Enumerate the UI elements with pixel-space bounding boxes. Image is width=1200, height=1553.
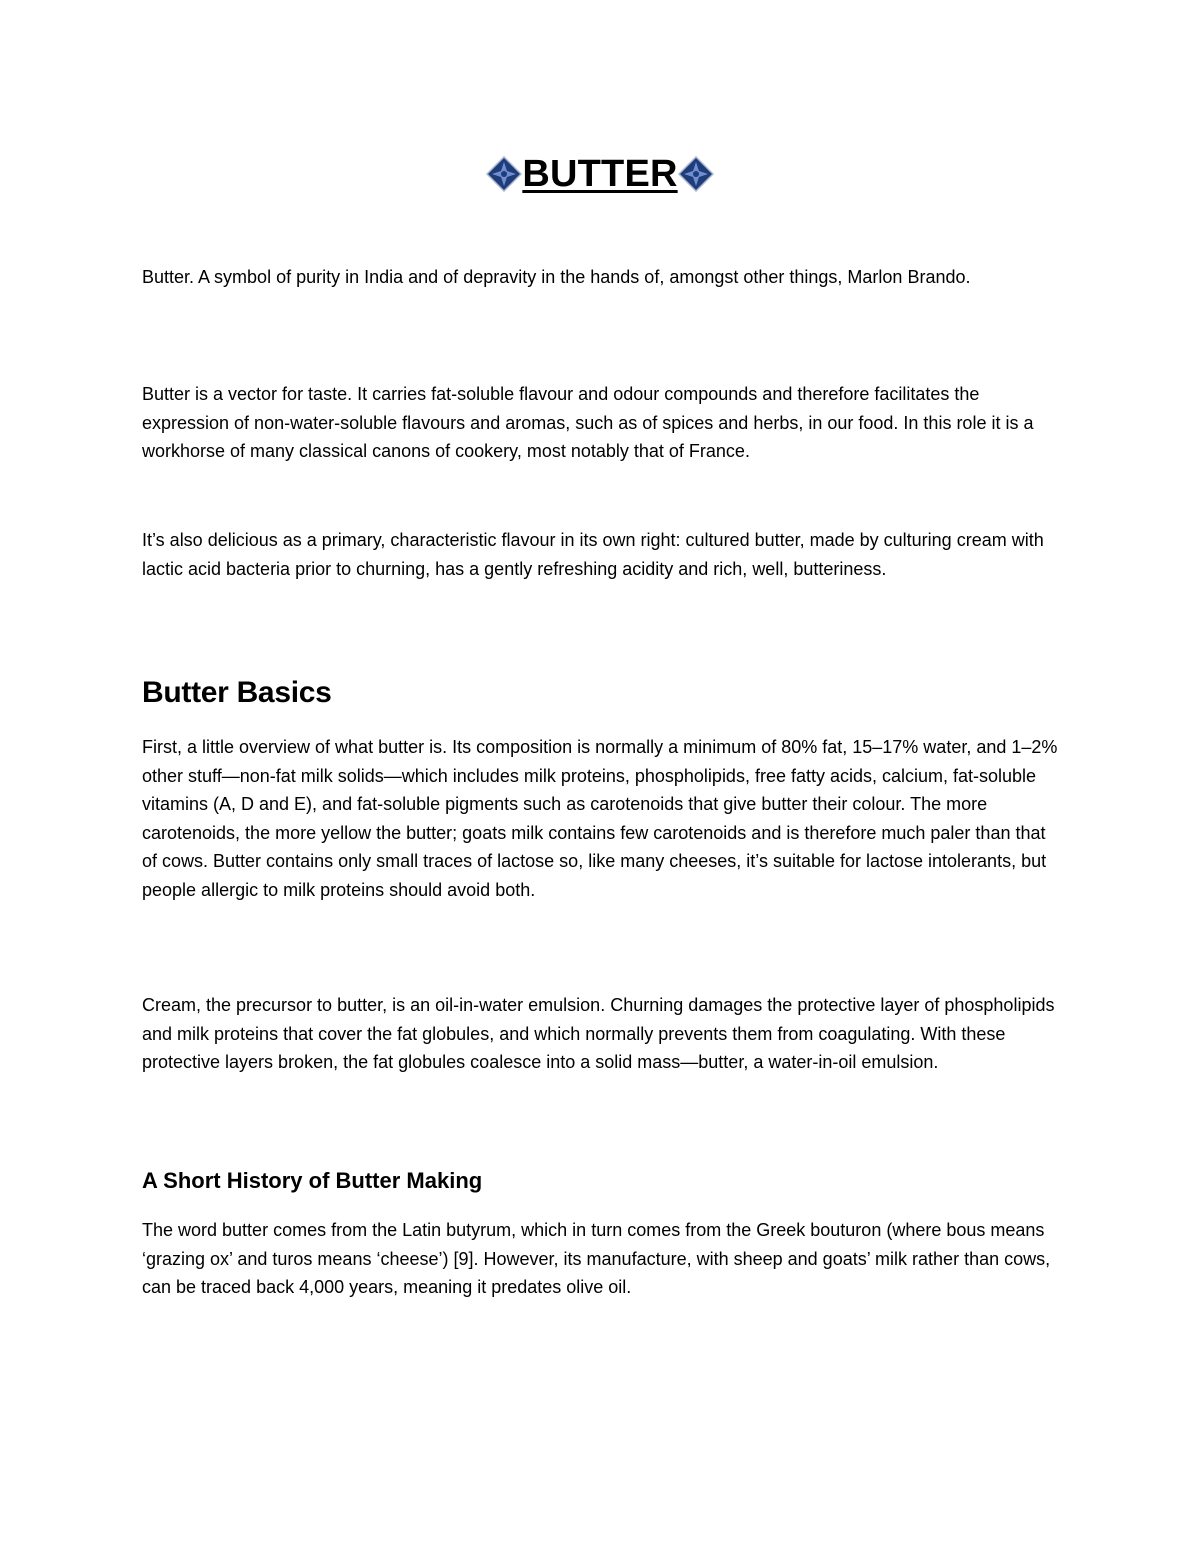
intro-paragraph-1: Butter. A symbol of purity in India and of depravity in the hands of, amongst other things, Marlon Brando. [142,267,971,287]
title-block [0,150,1200,198]
intro-paragraph-2: Butter is a vector for taste. It carries fat-soluble flavour and odour compounds and therefore facilitates the expression of non-water-soluble flavours and aromas, such as of spices and herbs, in our food. In this role it is a workhorse of many classical canons of cookery, most notably that of France. [142,384,1034,462]
blue-diamond-star-icon [486,156,522,192]
basics-paragraph-2: Cream, the precursor to butter, is an oil-in-water emulsion. Churning damages the protective layer of phospholipids and milk proteins that cover the fat globules, and which normally prevents them from coagulating. With these protective layers broken, the fat globules coalesce into a solid mass—butter, a water-in-oil emulsion. [142,995,1055,1073]
basics-paragraph-1: First, a little overview of what butter is. Its composition is normally a minimum of 80% fat, 15–17% water, and 1–2% other stuff—non-fat milk solids—which includes milk proteins, phospholipids, free fatty acids, calcium, fat-soluble vitamins (A, D and E), and fat-soluble pigments such as carotenoids that give butter their colour. The more carotenoids, the more yellow the butter; goats milk contains few carotenoids and is therefore much paler than that of cows. Butter contains only small traces of lactose so, like many cheeses, it’s suitable for lactose intolerants, but people allergic to milk proteins should avoid both. [142,737,1058,900]
history-paragraph-1: The word butter comes from the Latin butyrum, which in turn comes from the Greek bouturon (where bous means ‘grazing ox’ and turos means ‘cheese’) [9]. However, its manufacture, with sheep and goats’ milk rather than cows, can be traced back 4,000 years, meaning it predates olive oil. [142,1220,1051,1298]
section-heading-history: A Short History of Butter Making [142,1168,483,1193]
intro-paragraph-3: It’s also delicious as a primary, characteristic flavour in its own right: cultured butter, made by culturing cream with lactic acid bacteria prior to churning, has a gently refreshing acidity and rich, well, butteriness. [142,530,1044,579]
document-title: BUTTER [522,153,678,195]
section-heading-butter-basics: Butter Basics [142,676,332,709]
blue-diamond-star-icon [678,156,714,192]
